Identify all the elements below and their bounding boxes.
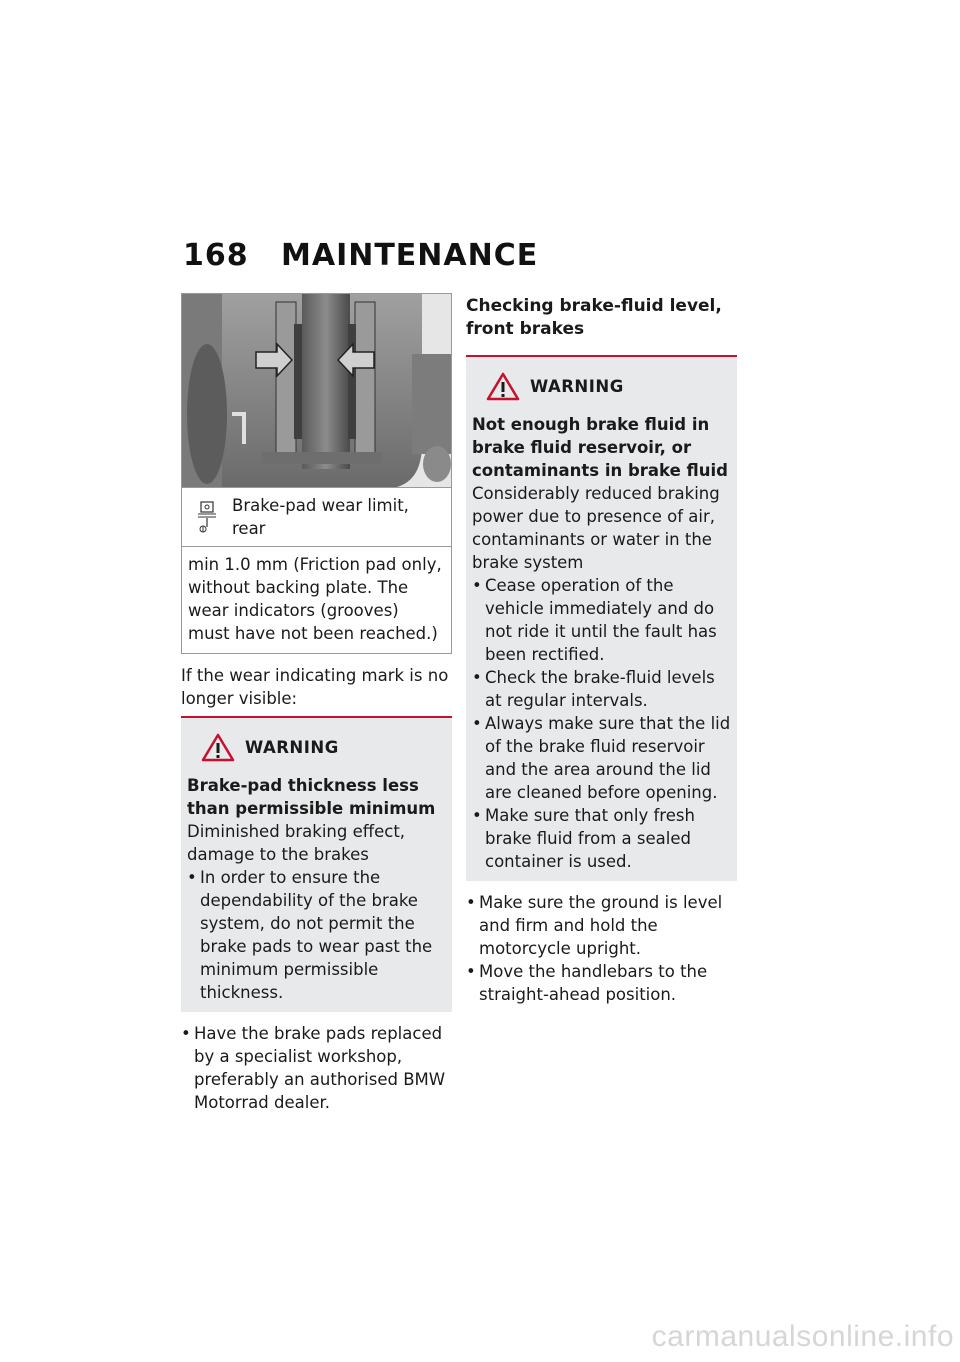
page-header <box>183 238 538 273</box>
list-item: • Move the handlebars to the straight-ahead position. <box>466 960 737 1006</box>
list-item: • Always make sure that the lid of the brake fluid reservoir and the area around the lid are cleaned before opening. <box>472 712 731 804</box>
warning-text: Considerably reduced braking power due to presence of air, contaminants or water in the brake system <box>472 484 720 572</box>
brake-pad-wear-icon <box>182 494 232 540</box>
list-item: • Make sure that only fresh brake fluid from a sealed container is used. <box>472 804 731 873</box>
brake-caliper-illustration <box>182 294 452 488</box>
intro-text: If the wear indicating mark is no longer visible: <box>181 666 449 708</box>
warning-triangle-icon <box>486 371 520 401</box>
warning-triangle-icon <box>201 732 235 762</box>
warning-bullets <box>472 574 731 873</box>
action-bullets <box>466 891 737 1006</box>
warning-label: WARNING <box>245 737 339 757</box>
list-item: • Cease operation of the vehicle immediately and do not ride it until the fault has been rectified. <box>472 574 731 666</box>
warning-heading: Brake-pad thickness less than permissible minimum <box>187 776 436 818</box>
watermark[interactable]: carmanualsonline.info <box>651 1320 954 1353</box>
list-item: • Make sure the ground is level and firm and hold the motorcycle upright. <box>466 891 737 960</box>
warning-title-row <box>472 371 731 401</box>
warning-label: WARNING <box>530 376 624 396</box>
spec-header <box>182 488 451 547</box>
spec-title: Brake-pad wear limit, rear <box>232 496 409 538</box>
warning-box-brake-pad <box>181 716 452 1012</box>
warning-heading: Not enough brake fluid in brake fluid reservoir, or contaminants in brake fluid <box>472 415 728 480</box>
action-bullets <box>181 1022 452 1114</box>
spec-table <box>181 488 452 654</box>
left-column <box>181 293 452 1114</box>
list-item: • In order to ensure the dependability of the brake system, do not permit the brake pads to wear past the minimum permissible thickness. <box>187 866 446 1004</box>
page-title: MAINTENANCE <box>281 238 539 273</box>
page-number: 168 <box>183 238 249 273</box>
list-item: • Check the brake-fluid levels at regular intervals. <box>472 666 731 712</box>
warning-bullets <box>187 866 446 1004</box>
warning-text: Diminished braking effect, damage to the brakes <box>187 822 406 864</box>
section-title: Checking brake-fluid level, front brakes <box>466 296 722 339</box>
brake-caliper-photo <box>181 293 452 488</box>
right-column <box>466 293 737 1006</box>
spec-body: min 1.0 mm (Friction pad only, without backing plate. The wear indicators (grooves) must have not been reached.) <box>188 555 442 643</box>
warning-title-row <box>187 732 446 762</box>
list-item: • Have the brake pads replaced by a specialist workshop, preferably an authorised BMW Motorrad dealer. <box>181 1022 452 1114</box>
warning-box-brake-fluid <box>466 355 737 881</box>
